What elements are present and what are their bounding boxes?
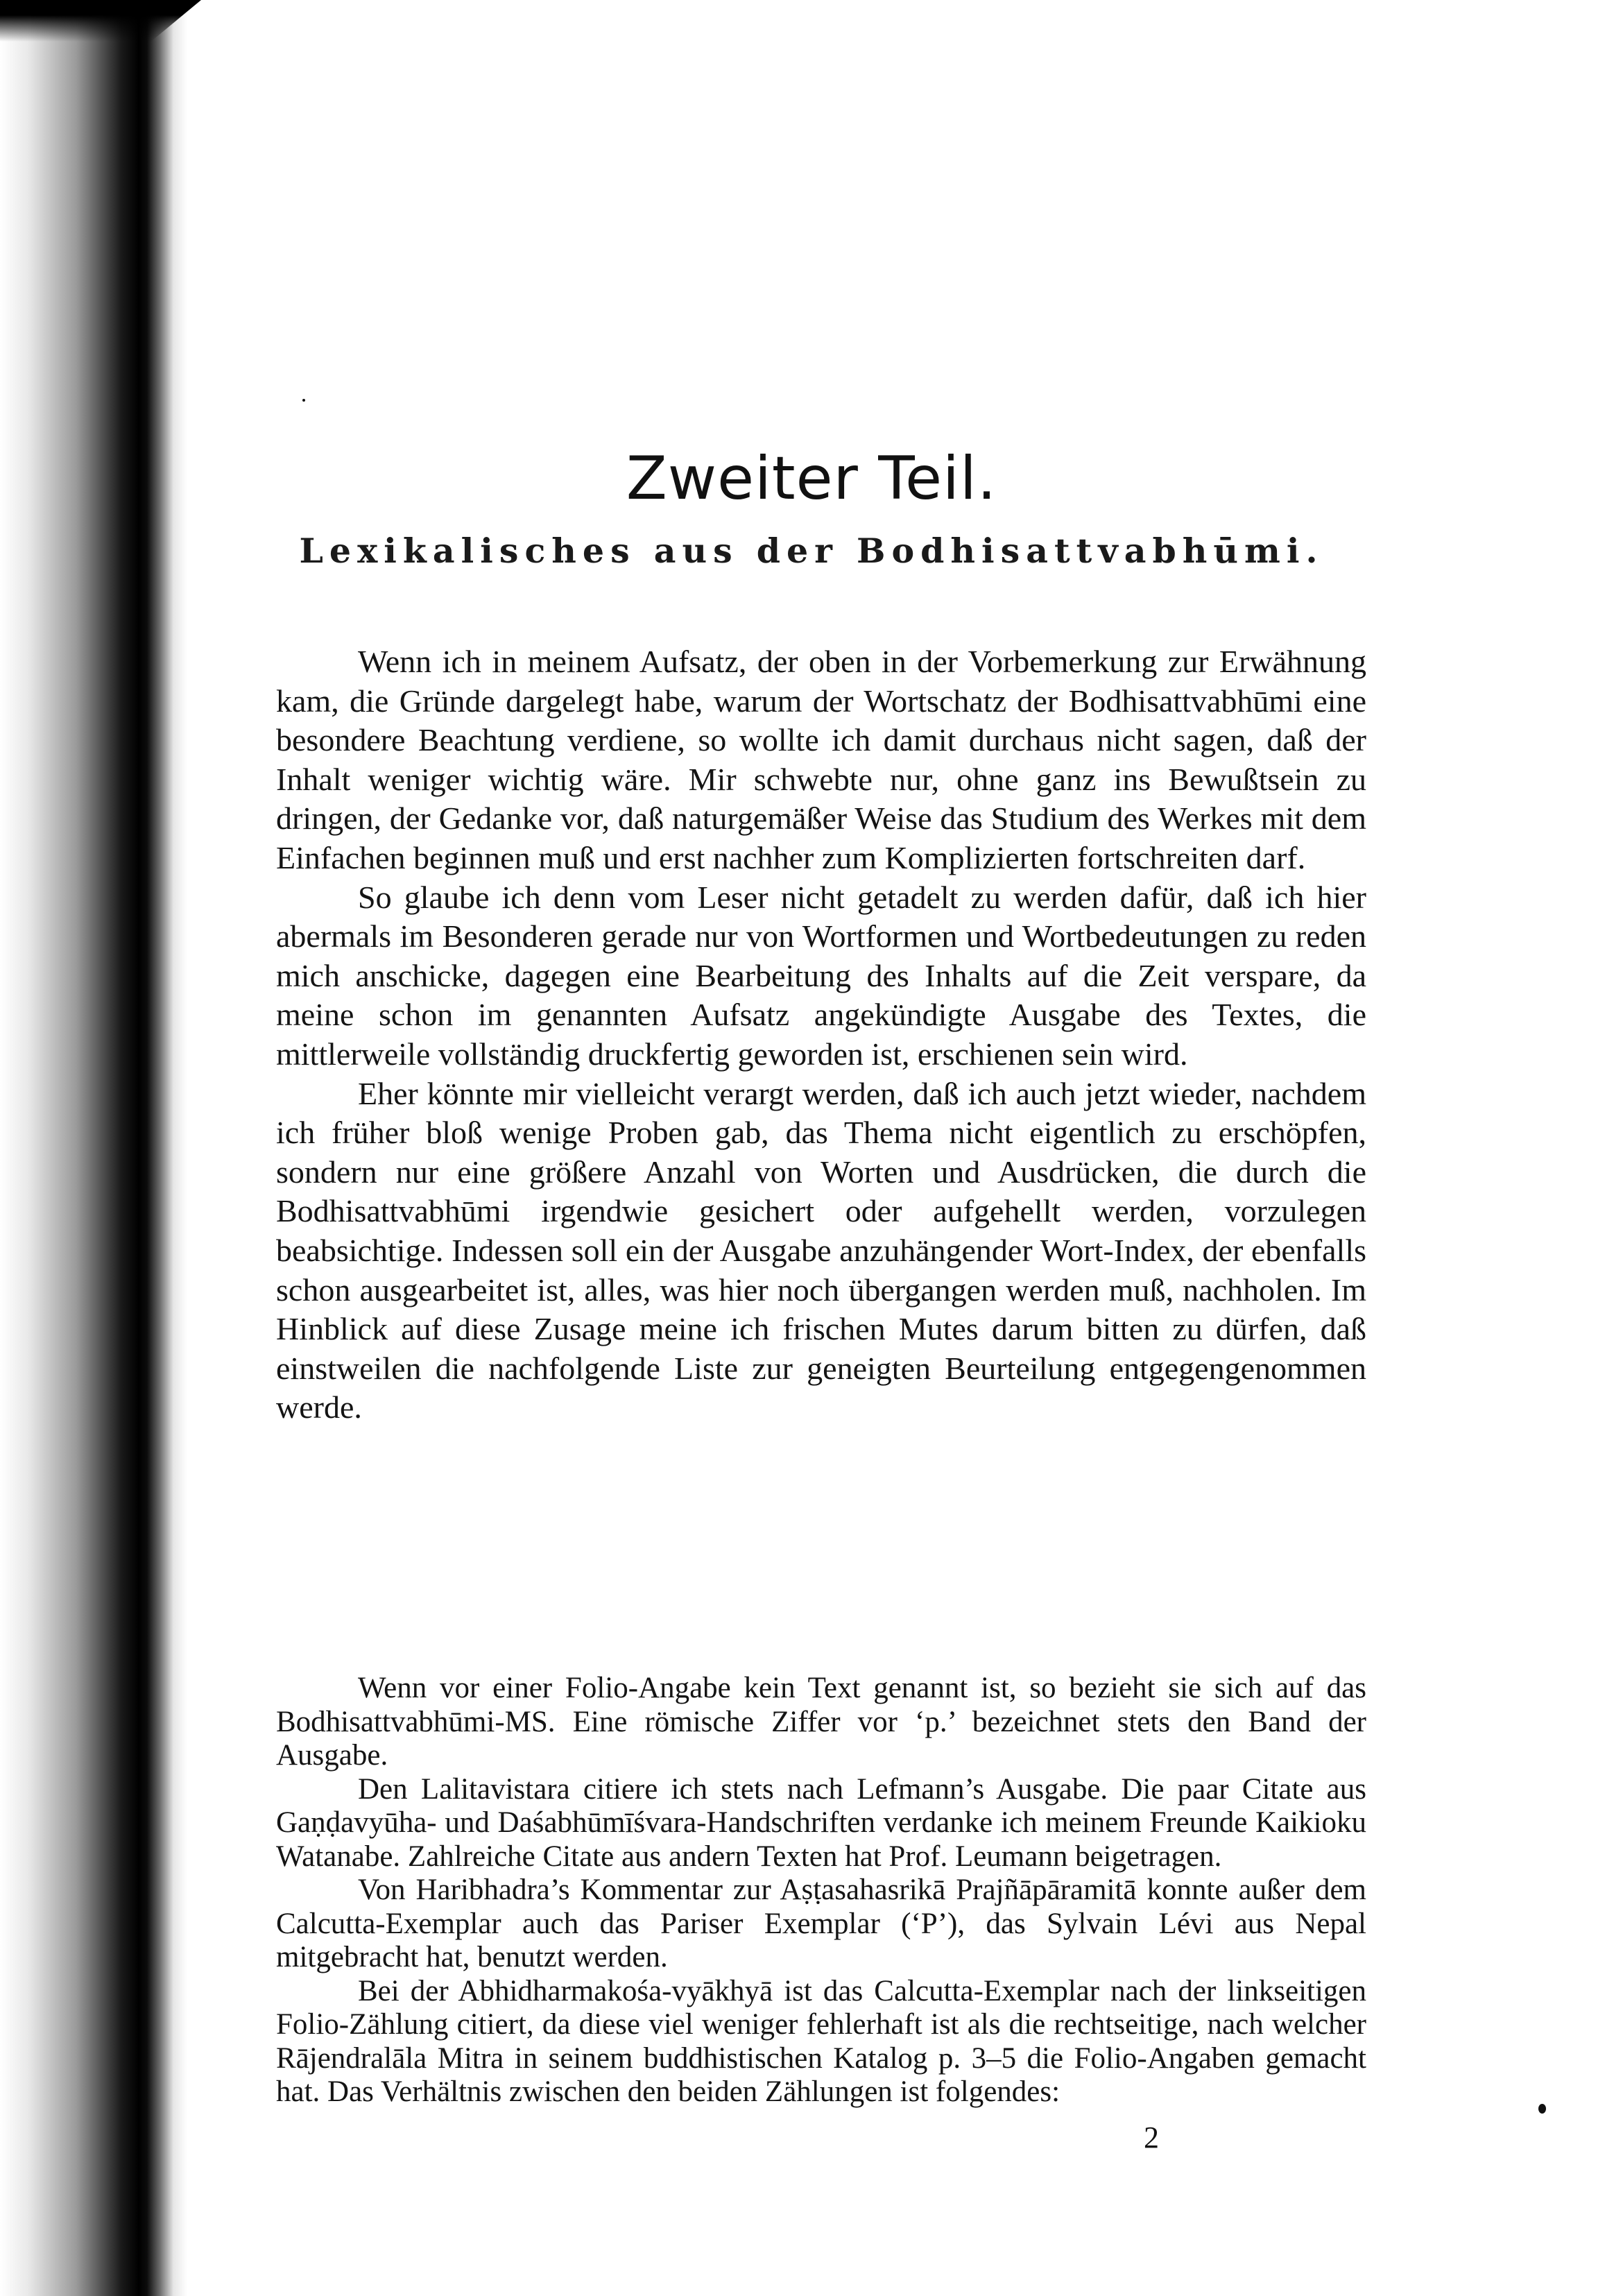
paragraph-2: So glaube ich denn vom Leser nicht getadelt zu werden dafür, daß ich hier abermals im Besonderen gerade nur von Wortformen und Wortbedeutungen zu reden mich anschicke, dagegen eine Bearbeitung des Inhalts auf die Zeit verspare, da meine schon im genannten Aufsatz angekündigte Ausgabe des Textes, die mittlerweile vollständig druckfertig geworden ist, erschienen sein wird. bbox=[276, 879, 1366, 1072]
scan-speck bbox=[1538, 2104, 1546, 2114]
paragraph-1: Wenn ich in meinem Aufsatz, der oben in der Vorbemerkung zur Erwähnung kam, die Gründe dargelegt habe, warum der Wortschatz der Bodhisattvabhūmi eine besondere Beachtung verdiene, so wollte ich damit durchaus nicht sagen, daß der Inhalt weniger wichtig wäre. Mir schwebte nur, ohne ganz ins Bewußtsein zu dringen, der Gedanke vor, daß naturgemäßer Weise das Studium des Werkes mit dem Einfachen beginnen muß und erst nachher zum Komplizierten fortschreiten darf. bbox=[276, 644, 1366, 875]
section-subtitle: Lexikalisches aus der Bodhisattvabhūmi. bbox=[299, 531, 1324, 571]
note-2: Den Lalitavistara citiere ich stets nach Lefmann’s Ausgabe. Die paar Citate aus Gaṇḍavyūha- und Daśabhūmīśvara-Handschriften verdanke ich meinem Freunde Kaikioku Watanabe. Zahlreiche Citate aus andern Texten hat Prof. Leumann beigetragen. bbox=[276, 1772, 1366, 1873]
note-1: Wenn vor einer Folio-Angabe kein Text genannt ist, so bezieht sie sich auf das Bodhisattvabhūmi-MS. Eine römische Ziffer vor ‘p.’ bezeichnet stets den Band der Ausgabe. bbox=[276, 1672, 1366, 1772]
page-number: 2 bbox=[1144, 2121, 1159, 2154]
main-text bbox=[276, 642, 1366, 1428]
binding-shadow bbox=[0, 0, 194, 2296]
note-3: Von Haribhadra’s Kommentar zur Aṣṭasahasrikā Prajñāpāramitā konnte außer dem Calcutta-Exemplar auch das Pariser Exemplar (‘P’), das Sylvain Lévi aus Nepal mitgebracht hat, benutzt werden. bbox=[276, 1874, 1366, 1973]
scan-speck bbox=[302, 399, 305, 402]
paragraph-3: Eher könnte mir vielleicht verargt werden, daß ich auch jetzt wieder, nachdem ich früher bloß wenige Proben gab, das Thema nicht eigentlich zu erschöpfen, sondern nur eine größere Anzahl von Worten und Ausdrücken, die durch die Bodhisattvabhūmi irgendwie gesichert oder aufgehellt werden, vorzulegen beabsichtige. Indessen soll ein der Ausgabe anzuhängender Wort-Index, der ebenfalls schon ausgearbeitet ist, alles, was hier noch übergangen werden muß, nachholen. Im Hinblick auf diese Zusage meine ich frischen Mutes darum bitten zu dürfen, daß einstweilen die nachfolgende Liste zur geneigten Beurteilung entgegengenommen werde. bbox=[276, 1075, 1366, 1425]
note-4: Bei der Abhidharmakośa-vyākhyā ist das Calcutta-Exemplar nach der linkseitigen Folio-Zählung citiert, da diese viel weniger fehlerhaft ist als die rechtseitige, nach welcher Rājendralāla Mitra in seinem buddhistischen Katalog p. 3–5 die Folio-Angaben gemacht hat. Das Verhältnis zwischen den beiden Zählungen ist folgendes: bbox=[276, 1974, 1366, 2108]
preliminary-notes bbox=[276, 1672, 1366, 2109]
section-title: Zweiter Teil. bbox=[626, 444, 997, 513]
